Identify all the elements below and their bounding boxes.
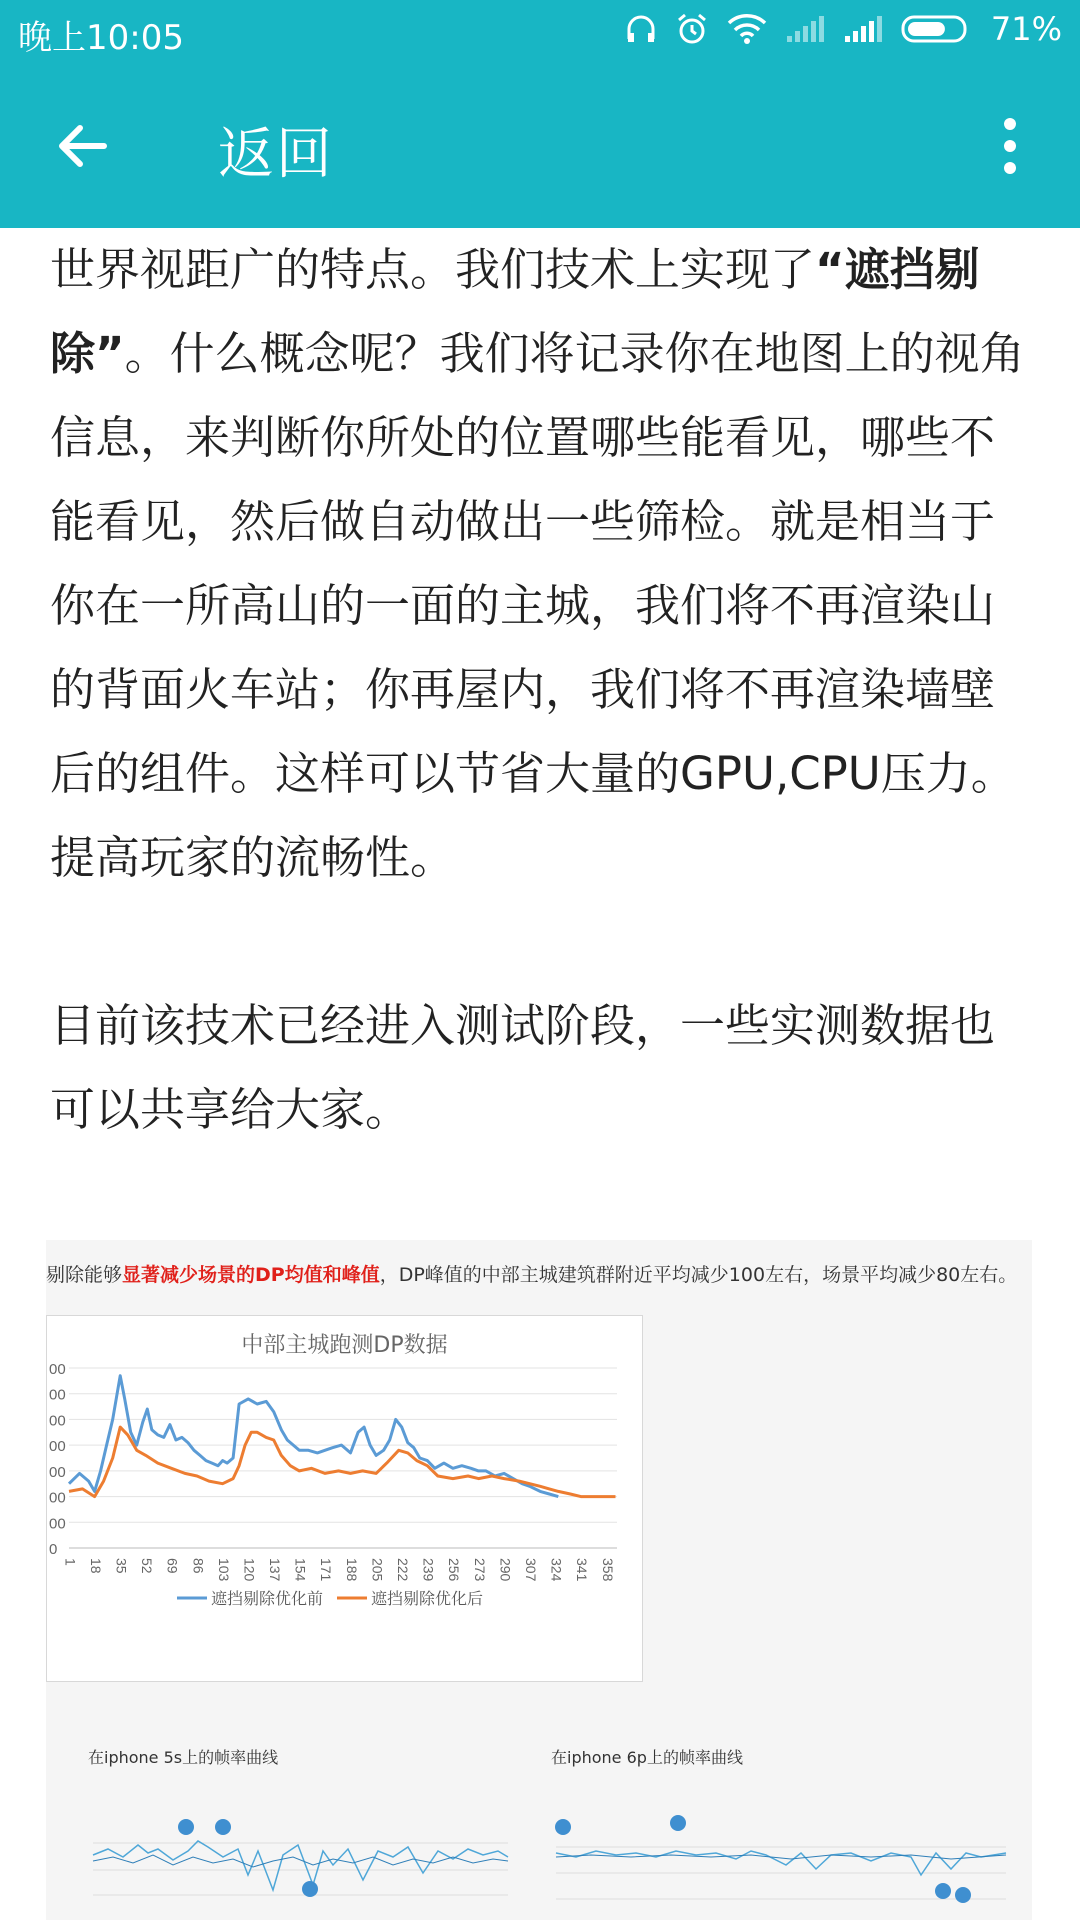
x-tick-label: 324: [548, 1558, 565, 1582]
status-bar: [0, 0, 1080, 60]
x-tick-label: 18: [87, 1558, 104, 1574]
alarm-icon: [675, 12, 709, 46]
x-tick-label: 86: [190, 1558, 207, 1574]
x-tick-label: 154: [292, 1558, 309, 1582]
headset-icon: [625, 13, 657, 45]
back-label[interactable]: 返回: [218, 122, 334, 187]
x-tick-label: 358: [599, 1558, 616, 1582]
text-run: 。什么概念呢？我们将记录你在地图上的视角信息，来判断你所处的位置哪些能看见，哪些不能看见，然后做自动做出一些筛检。就是相当于你在一所高山的一面的主城，我们将不再渲染山的背面火车站；你再屋内，我们将不再渲染墙壁后的组件。这样可以节省大量的GPU,CPU压力。提高玩家的流畅性。: [50, 327, 1025, 884]
paragraph-occlusion: [50, 228, 1030, 900]
app-bar: [0, 60, 1080, 228]
article-body: [50, 228, 1030, 1152]
x-tick-label: 188: [343, 1558, 360, 1582]
series-line: [69, 1427, 616, 1497]
wifi-icon: [727, 13, 767, 45]
article-figure[interactable]: [46, 1240, 1032, 1920]
x-tick-label: 222: [395, 1558, 412, 1582]
signal-icon: [843, 14, 883, 44]
fps-chart-iphone6p: [551, 1745, 1011, 1920]
x-tick-label: 137: [267, 1558, 284, 1582]
legend-label: 遮挡剔除优化后: [371, 1589, 484, 1608]
x-tick-label: 290: [497, 1558, 514, 1582]
x-tick-label: 35: [113, 1558, 130, 1574]
paragraph-testing: 目前该技术已经进入测试阶段，一些实测数据也可以共享给大家。: [50, 999, 996, 1136]
x-tick-label: 256: [446, 1558, 463, 1582]
status-time: 晚上10:05: [18, 18, 184, 58]
x-tick-label: 69: [164, 1558, 181, 1574]
y-tick-label: 00: [49, 1489, 66, 1507]
y-tick-label: 0: [49, 1541, 58, 1558]
caption-prefix: 剔除能够: [46, 1264, 123, 1286]
x-tick-label: 307: [522, 1558, 539, 1582]
x-tick-label: 171: [318, 1558, 335, 1582]
legend-label: 遮挡剔除优化前: [211, 1589, 324, 1608]
battery-percent: 71%: [990, 10, 1062, 48]
x-tick-label: 205: [369, 1558, 386, 1582]
dp-chart-svg: [47, 1316, 642, 1681]
y-tick-label: 00: [49, 1463, 66, 1481]
x-tick-label: 103: [215, 1558, 232, 1582]
y-tick-label: 00: [49, 1361, 66, 1378]
fps-line-chart: [551, 1765, 1011, 1920]
x-tick-label: 239: [420, 1558, 437, 1582]
y-tick-label: 00: [49, 1386, 66, 1404]
bold-term: “遮挡剔除”: [50, 243, 980, 380]
chart-title: 中部主城跑测DP数据: [241, 1333, 448, 1358]
caption-highlight: 显著减少场景的DP均值和峰值: [122, 1264, 380, 1286]
x-tick-label: 341: [574, 1558, 591, 1582]
dp-chart: [46, 1315, 643, 1682]
figure-caption: [46, 1260, 1017, 1287]
mini-chart-title: 在iphone 5s上的帧率曲线: [88, 1748, 279, 1767]
more-vertical-icon[interactable]: [1000, 116, 1020, 176]
x-tick-label: 120: [241, 1558, 258, 1582]
signal-icon: [785, 14, 825, 44]
mini-chart-title: 在iphone 6p上的帧率曲线: [551, 1748, 743, 1767]
arrow-left-icon[interactable]: [52, 116, 112, 176]
fps-chart-iphone5s: [88, 1745, 548, 1920]
y-tick-label: 00: [49, 1412, 66, 1430]
battery-icon: [901, 14, 973, 44]
y-tick-label: 00: [49, 1515, 66, 1533]
status-icons: [625, 10, 1062, 48]
y-tick-label: 00: [49, 1438, 66, 1456]
caption-suffix: ，DP峰值的中部主城建筑群附近平均减少100左右，场景平均减少80左右。: [379, 1264, 1018, 1286]
fps-line-chart: [88, 1765, 518, 1920]
text-run: 世界视距广的特点。我们技术上实现了: [50, 243, 816, 296]
x-tick-label: 1: [62, 1558, 79, 1566]
x-tick-label: 273: [471, 1558, 488, 1582]
x-tick-label: 52: [139, 1558, 156, 1574]
